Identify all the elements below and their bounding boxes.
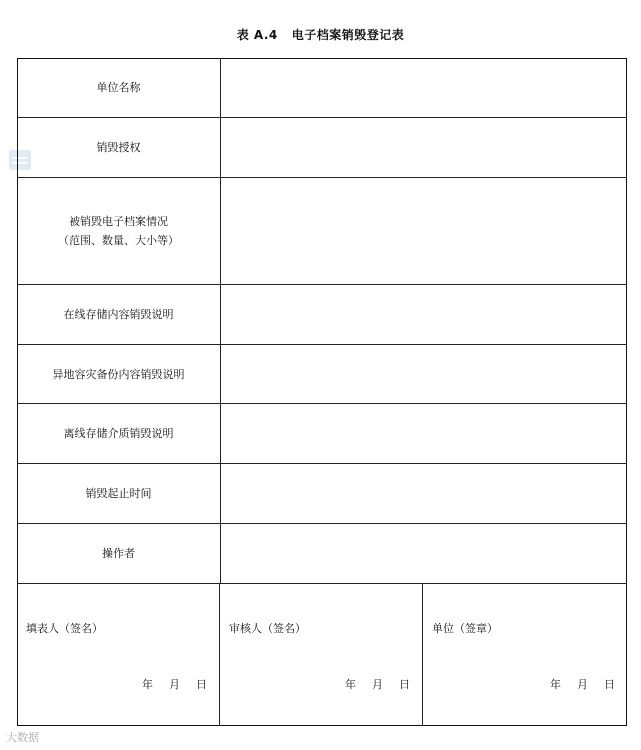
date-line: 年 月 日 <box>550 678 615 691</box>
date-line: 年 月 日 <box>345 678 410 691</box>
row-label: 异地容灾备份内容销毁说明 <box>17 345 221 403</box>
destruction-authorization-field[interactable] <box>220 118 627 177</box>
offsite-backup-note-field[interactable] <box>220 345 627 403</box>
table-row <box>17 58 627 118</box>
row-label: 在线存储内容销毁说明 <box>17 285 221 344</box>
table-row <box>17 524 627 584</box>
row-label: 销毁起止时间 <box>17 464 221 523</box>
date-line: 年 月 日 <box>142 678 207 691</box>
table-row <box>17 118 627 178</box>
operator-field[interactable] <box>220 524 627 583</box>
table-row <box>17 404 627 464</box>
online-storage-note-field[interactable] <box>220 285 627 344</box>
table-row <box>17 285 627 345</box>
table-row <box>17 345 627 404</box>
row-label: 离线存储介质销毁说明 <box>17 404 221 463</box>
form-title: 电子档案销毁登记表 <box>291 28 405 42</box>
watermark: 大数据 <box>6 731 39 744</box>
reviewer-signature-cell[interactable]: 审核人（签名） 年 月 日 <box>220 584 423 726</box>
row-label: 操作者 <box>17 524 221 583</box>
preparer-signature-cell[interactable]: 填表人（签名） 年 月 日 <box>17 584 220 726</box>
offline-media-note-field[interactable] <box>220 404 627 463</box>
destruction-period-field[interactable] <box>220 464 627 523</box>
table-row <box>17 464 627 524</box>
table-title <box>0 26 641 43</box>
destroyed-archives-detail-field[interactable] <box>220 178 627 284</box>
unit-name-field[interactable] <box>220 58 627 117</box>
table-row <box>17 178 627 285</box>
unit-seal-cell[interactable]: 单位（签章） 年 月 日 <box>432 622 615 691</box>
signature-row <box>17 584 627 726</box>
row-label: 被销毁电子档案情况 （范围、数量、大小等） <box>17 178 221 284</box>
row-label: 销毁授权 <box>17 118 221 177</box>
table-number: 表 A.4 <box>236 28 278 42</box>
row-label: 单位名称 <box>17 58 221 117</box>
